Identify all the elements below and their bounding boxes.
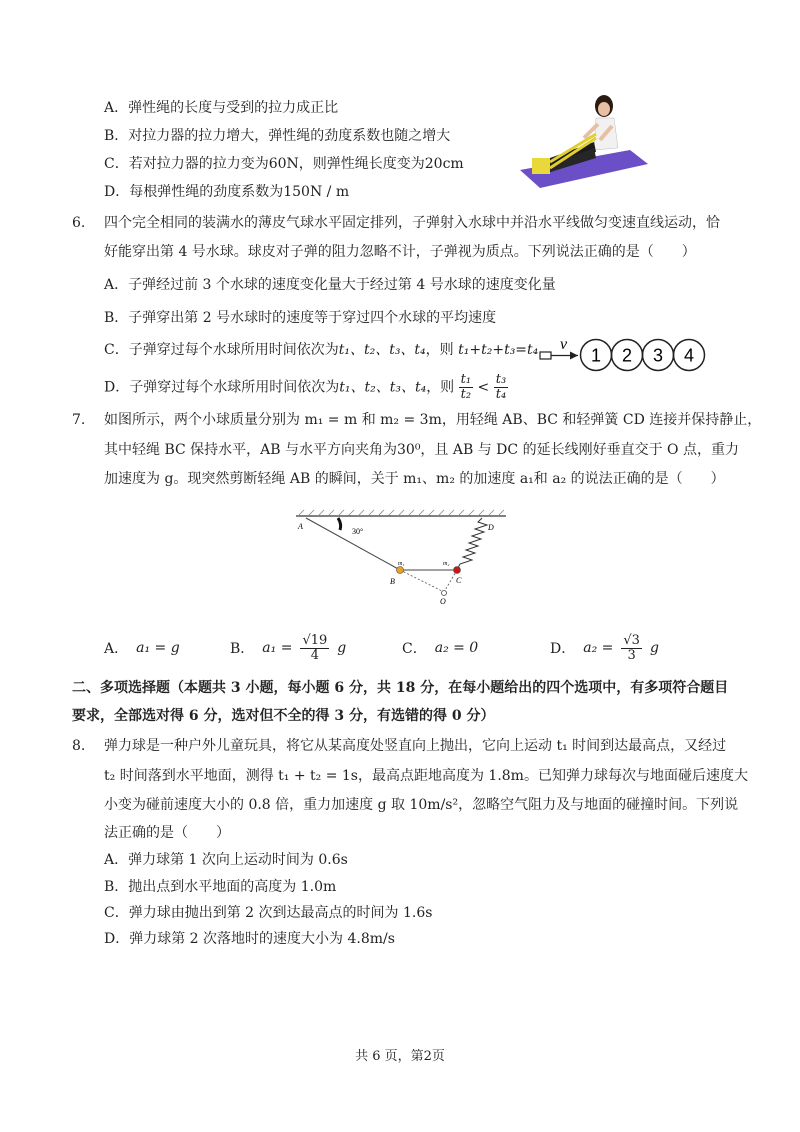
- q7-option-a: A． a₁ = g: [104, 640, 180, 657]
- q7-number: 7.: [72, 412, 86, 428]
- q6-option-a: A．子弹经过前 3 个水球的速度变化量大于经过第 4 号水球的速度变化量: [104, 277, 556, 293]
- q7-stem-line3: 加速度为 g。现突然剪断轻绳 AB 的瞬间，关于 m₁、m₂ 的加速度 a₁和 a₂ 的说法正确的是（ ）: [104, 471, 725, 487]
- point-o-label: O: [440, 597, 446, 606]
- rope-spring-figure: [292, 508, 510, 608]
- q5-option-b: B．对拉力器的拉力增大，弹性绳的劲度系数也随之增大: [104, 128, 451, 144]
- q8-number: 8.: [72, 738, 86, 754]
- water-balls-figure: [538, 338, 713, 372]
- q8-stem-line3: 小变为碰前速度大小的 0.8 倍，重力加速度 g 取 10m/s²，忽略空气阻力及与地面的碰撞时间。下列说: [104, 797, 739, 813]
- mass-m2-label: m₂: [443, 561, 450, 567]
- velocity-label: v: [560, 338, 568, 353]
- angle-label: 30°: [352, 527, 364, 536]
- point-a-label: A: [298, 522, 303, 531]
- q7-stem-line2: 其中轻绳 BC 保持水平，AB 与水平方向夹角为30⁰，且 AB 与 DC 的延长线刚好垂直交于 O 点，重力: [104, 442, 739, 458]
- q7-option-b: B． a₁ = $\frac{√19}{4}$ g: [230, 632, 347, 663]
- ball-label-2: 2: [621, 345, 633, 366]
- q8-stem-line4: 法正确的是（ ）: [104, 825, 230, 841]
- q8-stem-line1: 弹力球是一种户外儿童玩具，将它从某高度处竖直向上抛出，它向上运动 t₁ 时间到达最高点，又经过: [104, 738, 727, 754]
- section2-title-line1: 二、多项选择题（本题共 3 小题，每小题 6 分，共 18 分，在每小题给出的四个选项中，有多项符合题目: [72, 680, 729, 696]
- q8-option-d: D．弹力球第 2 次落地时的速度大小为 4.8m/s: [104, 931, 395, 947]
- q7-stem-line1: 如图所示，两个小球质量分别为 m₁ = m 和 m₂ = 3m，用轻绳 AB、BC 和轻弹簧 CD 连接并保持静止，: [104, 412, 762, 428]
- point-c-label: C: [456, 576, 462, 585]
- q7-options: [104, 630, 744, 666]
- q6-option-d: D．子弹穿过每个水球所用时间依次为t₁、t₂、t₃、t₄，则 $\frac{\text{t₁}}{\text{t₂}}$ < $\frac{\text{t₃}}{\text{t₄}}$: [104, 372, 507, 402]
- ball-label-4: 4: [683, 345, 695, 366]
- q6-number: 6.: [72, 215, 86, 231]
- q6-option-b: B．子弹穿出第 2 号水球时的速度等于穿过四个水球的平均速度: [104, 310, 497, 326]
- q5-option-d: D．每根弹性绳的劲度系数为150N / m: [104, 184, 350, 200]
- point-b-label: B: [390, 577, 395, 586]
- section2-title-line2: 要求，全部选对得 6 分，选对但不全的得 3 分，有选错的得 0 分）: [72, 708, 495, 724]
- q8-option-c: C．弹力球由抛出到第 2 次到达最高点的时间为 1.6s: [104, 905, 433, 921]
- q8-option-b: B．抛出点到水平地面的高度为 1.0m: [104, 879, 337, 895]
- q6-stem-line2: 好能穿出第 4 号水球。球皮对子弹的阻力忽略不计，子弹视为质点。下列说法正确的是（ ）: [104, 244, 696, 260]
- q5-option-a: A．弹性绳的长度与受到的拉力成正比: [104, 100, 339, 116]
- point-d-label: D: [488, 523, 494, 532]
- ball-label-1: 1: [590, 345, 602, 366]
- ball-label-3: 3: [652, 345, 664, 366]
- q8-option-a: A．弹力球第 1 次向上运动时间为 0.6s: [104, 852, 348, 868]
- page-footer: 共 6 页，第2页: [355, 1049, 445, 1064]
- exercise-person-illustration: [510, 92, 650, 192]
- q7-option-c: C． a₂ = 0: [402, 640, 479, 657]
- q8-stem-line2: t₂ 时间落到水平地面，测得 t₁ + t₂ = 1s，最高点距地高度为 1.8m。已知弹力球每次与地面碰后速度大: [104, 768, 748, 784]
- q5-option-c: C．若对拉力器的拉力变为60N，则弹性绳长度变为20cm: [104, 156, 464, 172]
- q6-stem-line1: 四个完全相同的装满水的薄皮气球水平固定排列，子弹射入水球中并沿水平线做匀变速直线运动，恰: [104, 215, 720, 231]
- q6-option-c: C．子弹穿过每个水球所用时间依次为t₁、t₂、t₃、t₄，则 t₁+t₂+t₃=t₄: [104, 342, 539, 358]
- q7-option-d: D． a₂ = $\frac{√3}{3}$ g: [550, 632, 659, 663]
- mass-m1-label: m₁: [398, 561, 405, 567]
